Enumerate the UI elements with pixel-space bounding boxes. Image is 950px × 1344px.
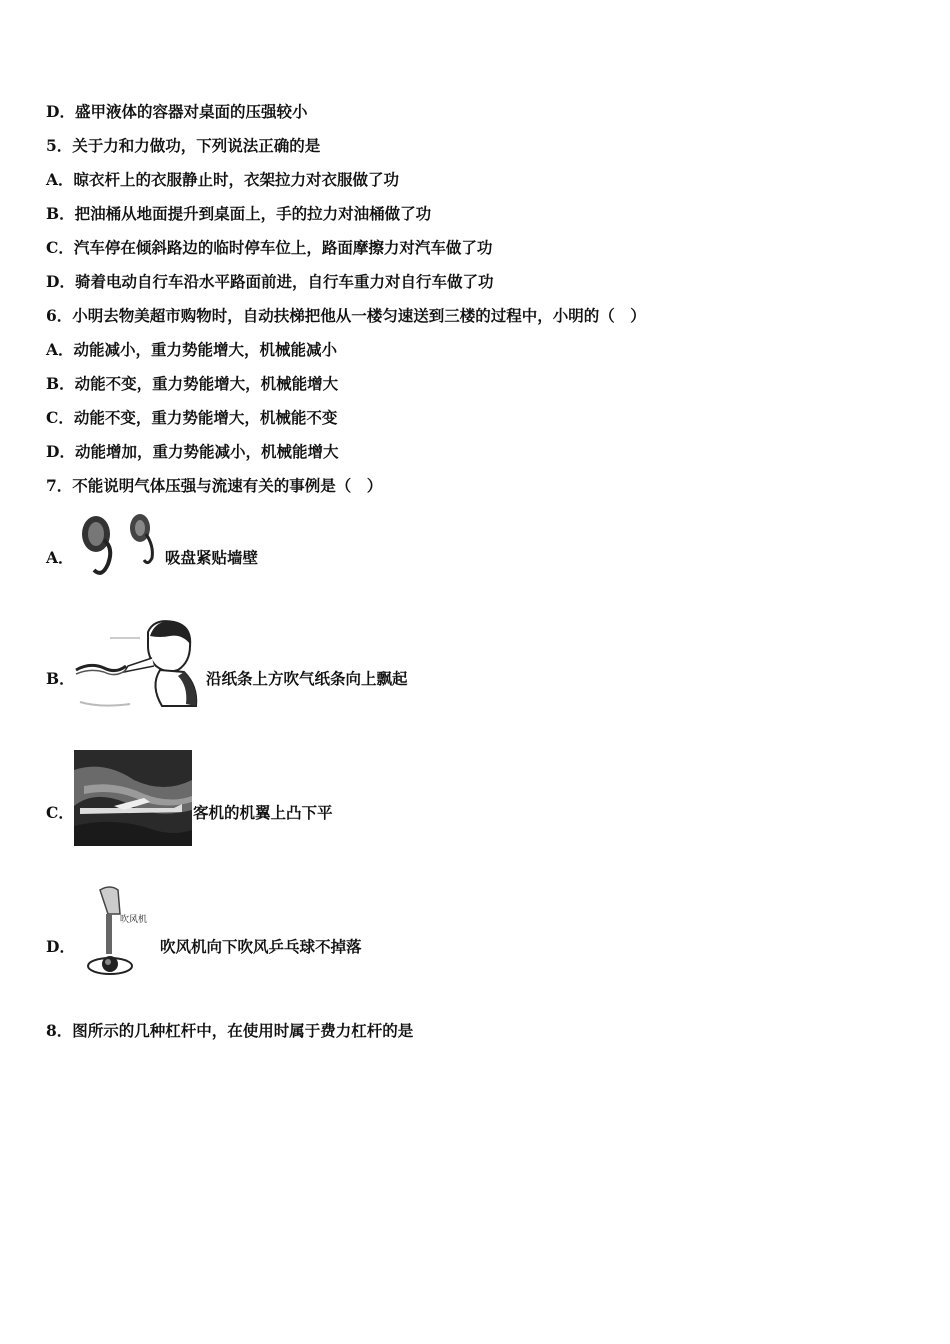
q7-option-d-letter: D． bbox=[46, 937, 75, 956]
q5-option-a: A．晾衣杆上的衣服静止时，衣架拉力对衣服做了功 bbox=[46, 170, 400, 189]
q6-stem: 6．小明去物美超市购物时，自动扶梯把他从一楼匀速送到三楼的过程中，小明的（ ） bbox=[46, 306, 646, 325]
q7-option-b-text: 沿纸条上方吹气纸条向上飘起 bbox=[206, 669, 408, 688]
q7-option-c-letter: C． bbox=[46, 803, 74, 822]
q4-option-d: D．盛甲液体的容器对桌面的压强较小 bbox=[46, 102, 308, 121]
q5-option-b: B．把油桶从地面提升到桌面上，手的拉力对油桶做了功 bbox=[46, 204, 432, 223]
q6-option-a: A．动能减小，重力势能增大，机械能减小 bbox=[46, 340, 338, 359]
suction-cup-figure bbox=[74, 512, 164, 588]
q5-option-d: D．骑着电动自行车沿水平路面前进，自行车重力对自行车做了功 bbox=[46, 272, 494, 291]
q5-option-c: C．汽车停在倾斜路边的临时停车位上，路面摩擦力对汽车做了功 bbox=[46, 238, 493, 257]
q6-option-b: B．动能不变，重力势能增大，机械能增大 bbox=[46, 374, 339, 393]
boy-blowing-paper-figure bbox=[70, 616, 200, 714]
q7-stem: 7．不能说明气体压强与流速有关的事例是（ ） bbox=[46, 476, 383, 495]
hairdryer-figure bbox=[86, 884, 156, 980]
q8-stem: 8．图所示的几种杠杆中，在使用时属于费力杠杆的是 bbox=[46, 1021, 414, 1040]
hairdryer-label: 吹风机 bbox=[120, 915, 148, 925]
q6-option-d: D．动能增加，重力势能减小，机械能增大 bbox=[46, 442, 339, 461]
q5-stem: 5．关于力和力做功，下列说法正确的是 bbox=[46, 136, 321, 155]
q7-option-d-text: 吹风机向下吹风乒乓球不掉落 bbox=[160, 937, 362, 956]
q7-option-b-letter: B． bbox=[46, 669, 75, 688]
airplane-wing-figure bbox=[74, 750, 192, 846]
q7-option-c-text: 客机的机翼上凸下平 bbox=[193, 803, 333, 822]
q7-option-a-letter: A． bbox=[46, 548, 74, 567]
q7-option-a-text: 吸盘紧贴墙壁 bbox=[165, 548, 259, 567]
q6-option-c: C．动能不变，重力势能增大，机械能不变 bbox=[46, 408, 338, 427]
